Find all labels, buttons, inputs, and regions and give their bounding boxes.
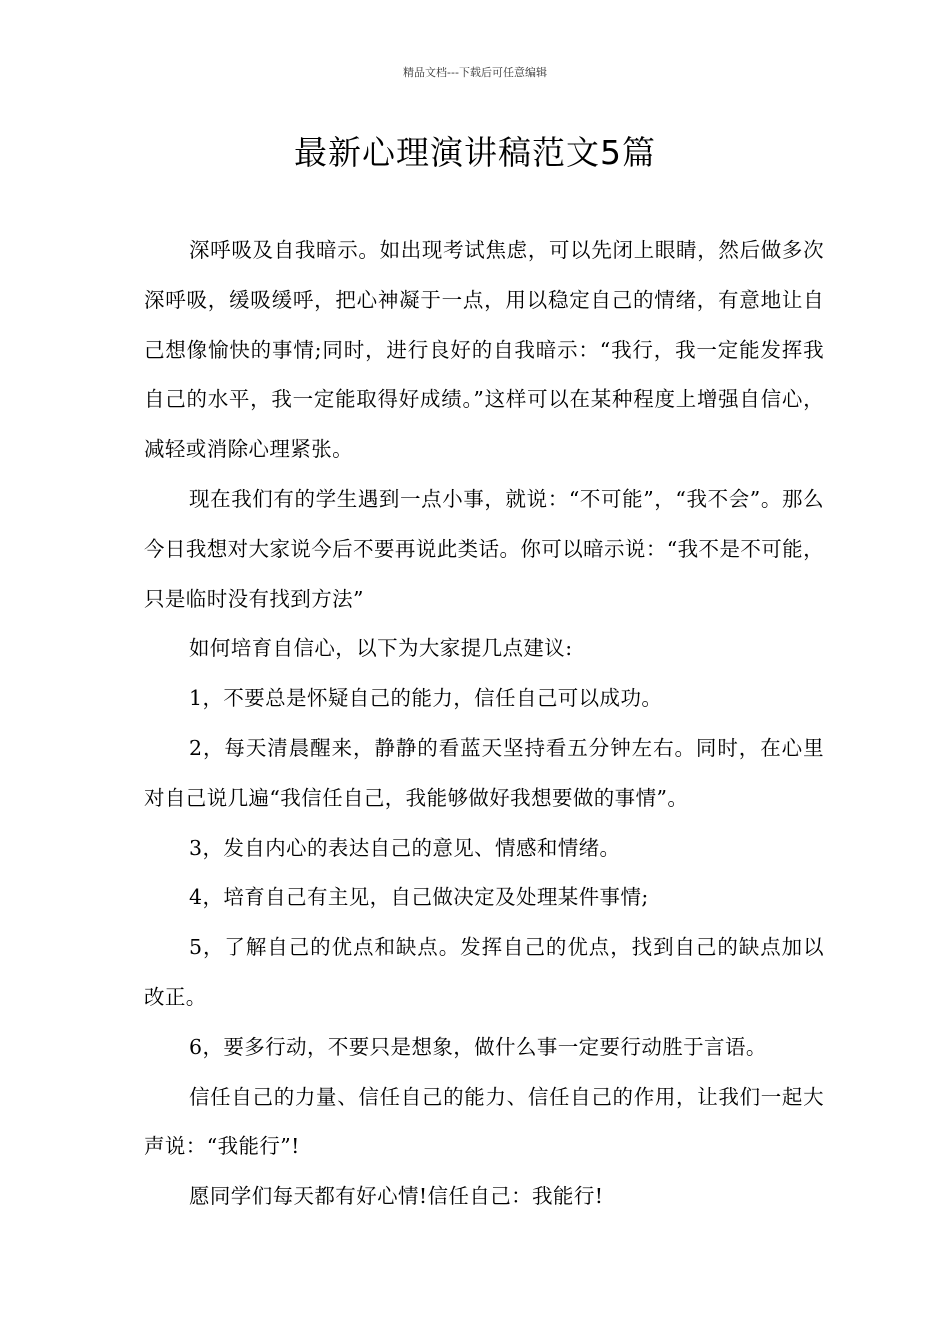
paragraph: 愿同学们每天都有好心情!信任自己：我能行! xyxy=(189,1184,604,1209)
list-item: 5，了解自己的优点和缺点。发挥自己的优点，找到自己的缺点加以改正。 xyxy=(144,935,824,1009)
paragraph: 如何培育自信心，以下为大家提几点建议: xyxy=(189,636,573,661)
document-body xyxy=(144,226,824,1222)
list-item: 1，不要总是怀疑自己的能力，信任自己可以成功。 xyxy=(189,686,663,711)
list-item: 3，发自内心的表达自己的意见、情感和情绪。 xyxy=(189,835,621,860)
document-title: 最新心理演讲稿范文5篇 xyxy=(294,133,656,172)
paragraph: 深呼吸及自我暗示。如出现考试焦虑，可以先闭上眼睛，然后做多次深呼吸，缓吸缓呼，把心神凝于一点，用以稳定自己的情绪，有意地让自己想像愉快的事情;同时，进行良好的自我暗示：“我行，我一定能发挥我自己的水平，我一定能取得好成绩。”这样可以在某种程度上增强自信心，减轻或消除心理紧张。 xyxy=(144,238,824,462)
paragraph: 现在我们有的学生遇到一点小事，就说：“不可能”，“我不会”。那么今日我想对大家说今后不要再说此类话。你可以暗示说：“我不是不可能，只是临时没有找到方法” xyxy=(144,486,824,611)
list-item: 6，要多行动，不要只是想象，做什么事一定要行动胜于言语。 xyxy=(189,1034,767,1059)
paragraph: 信任自己的力量、信任自己的能力、信任自己的作用，让我们一起大声说：“我能行”! xyxy=(144,1084,824,1159)
list-item: 2，每天清晨醒来，静静的看蓝天坚持看五分钟左右。同时，在心里对自己说几遍“我信任自己，我能够做好我想要做的事情”。 xyxy=(144,735,824,810)
list-item: 4，培育自己有主见，自己做决定及处理某件事情; xyxy=(189,885,649,910)
header-watermark: 精品文档---下载后可任意编辑 xyxy=(403,66,547,79)
